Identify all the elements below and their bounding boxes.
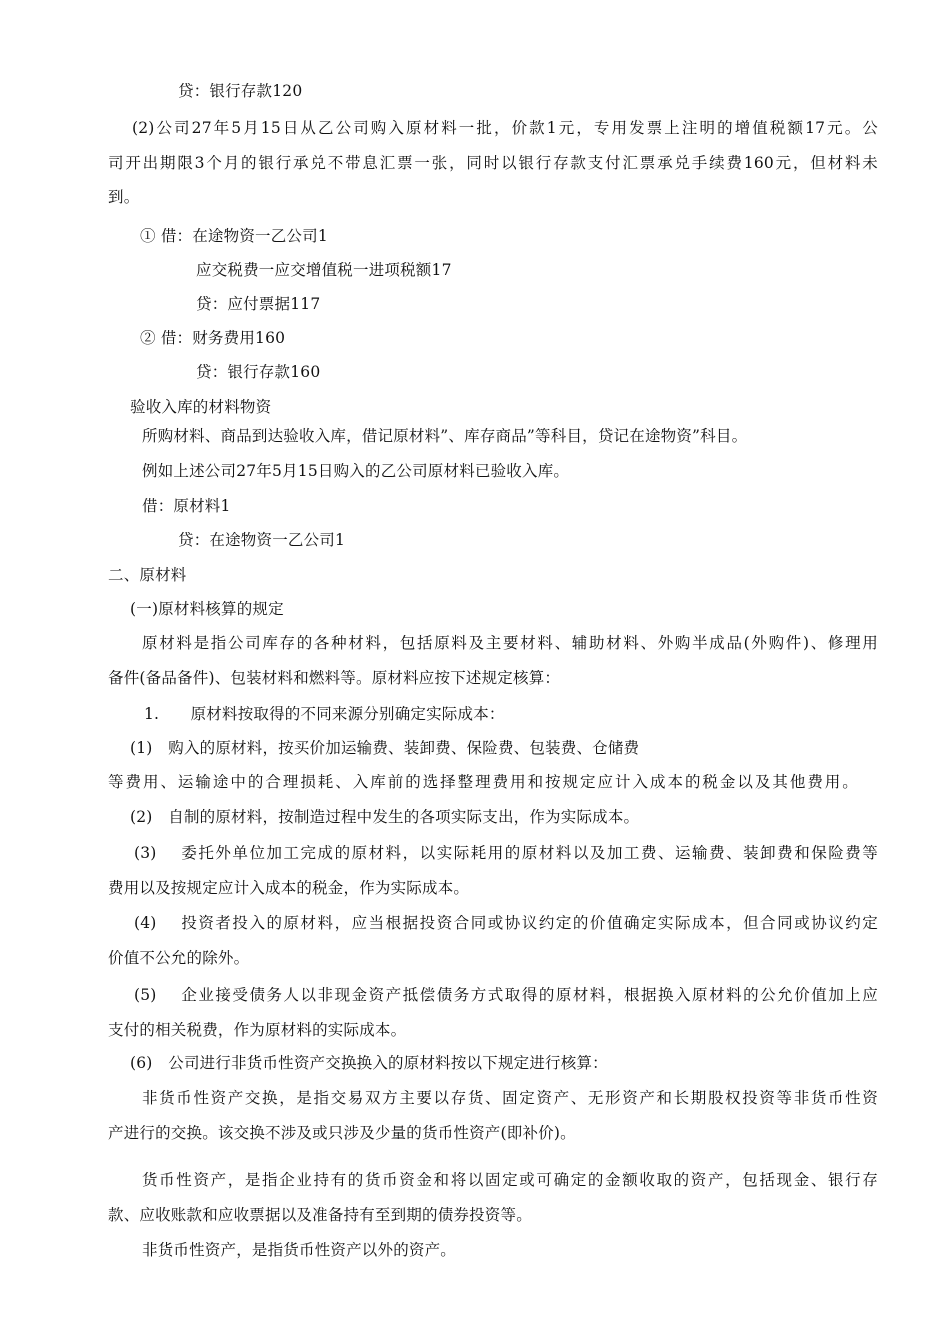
paragraph-line: 例如上述公司27年5月15日购入的乙公司原材料已验收入库。: [142, 462, 570, 480]
subheading: 验收入库的材料物资: [130, 398, 272, 416]
list-item: (1) 购入的原材料，按买价加运输费、装卸费、保险费、包装费、仓储费: [130, 739, 640, 757]
paragraph-line: 等费用、运输途中的合理损耗、入库前的选择整理费用和按规定应计入成本的税金以及其他费用。: [108, 773, 858, 791]
paragraph-line: 原材料是指公司库存的各种材料，包括原料及主要材料、辅助材料、外购半成品(外购件)、修理用: [142, 634, 878, 652]
paragraph-line: 货币性资产，是指企业持有的货币资金和将以固定或可确定的金额收取的资产，包括现金、银行存: [142, 1171, 878, 1189]
journal-entry-2-debit: ② 借：财务费用160: [140, 329, 286, 347]
list-item: (6) 公司进行非货币性资产交换换入的原材料按以下规定进行核算：: [130, 1054, 608, 1072]
paragraph-line: 价值不公允的除外。: [108, 949, 250, 967]
section-heading: 二、原材料: [108, 566, 187, 584]
list-item: (2) 自制的原材料，按制造过程中发生的各项实际支出，作为实际成本。: [130, 808, 640, 826]
list-item: (5) 企业接受债务人以非现金资产抵偿债务方式取得的原材料，根据换入原材料的公允价值加上应: [134, 986, 878, 1004]
paragraph-line: 备件(备品备件)、包装材料和燃料等。原材料应按下述规定核算：: [108, 669, 561, 687]
paragraph-line: 款、应收账款和应收票据以及准备持有至到期的债券投资等。: [108, 1206, 532, 1224]
journal-entry-1-debit: ① 借：在途物资一乙公司1: [140, 227, 328, 245]
paragraph-line: 产进行的交换。该交换不涉及或只涉及少量的货币性资产(即补价)。: [108, 1124, 576, 1142]
journal-entry-3-credit: 贷：在途物资一乙公司1: [178, 531, 346, 549]
paragraph-line: 费用以及按规定应计入成本的税金，作为实际成本。: [108, 879, 470, 897]
list-item: (4) 投资者投入的原材料，应当根据投资合同或协议约定的价值确定实际成本，但合同或协议约定: [134, 914, 878, 932]
paragraph-line: 所购材料、商品到达验收入库，借记原材料”、库存商品”等科目，贷记在途物资”科目。: [142, 427, 748, 445]
journal-entry-3-debit: 借：原材料1: [142, 497, 231, 515]
numbered-item: 1. 原材料按取得的不同来源分别确定实际成本：: [144, 705, 505, 723]
subsection-heading: (一)原材料核算的规定: [130, 600, 284, 618]
journal-line-credit-bank-120: 贷：银行存款120: [178, 82, 303, 100]
paragraph-line: 非货币性资产，是指货币性资产以外的资产。: [142, 1241, 457, 1259]
paragraph-line: 非货币性资产交换，是指交易双方主要以存货、固定资产、无形资产和长期股权投资等非货币性资: [142, 1089, 878, 1107]
paragraph-line: 到。: [108, 188, 140, 206]
list-item: (3) 委托外单位加工完成的原材料，以实际耗用的原材料以及加工费、运输费、装卸费和保险费等: [134, 844, 878, 862]
journal-entry-2-credit: 贷：银行存款160: [196, 363, 321, 381]
paragraph-line: (2)公司27年5月15日从乙公司购入原材料一批，价款1元，专用发票上注明的增值税额17元。公: [132, 119, 878, 137]
paragraph-line: 支付的相关税费，作为原材料的实际成本。: [108, 1021, 407, 1039]
journal-entry-1-credit: 贷：应付票据117: [196, 295, 321, 313]
journal-entry-1-debit-tax: 应交税费一应交增值税一进项税额17: [196, 261, 452, 279]
paragraph-line: 司开出期限3个月的银行承兑不带息汇票一张，同时以银行存款支付汇票承兑手续费160元，但材料未: [108, 154, 878, 172]
